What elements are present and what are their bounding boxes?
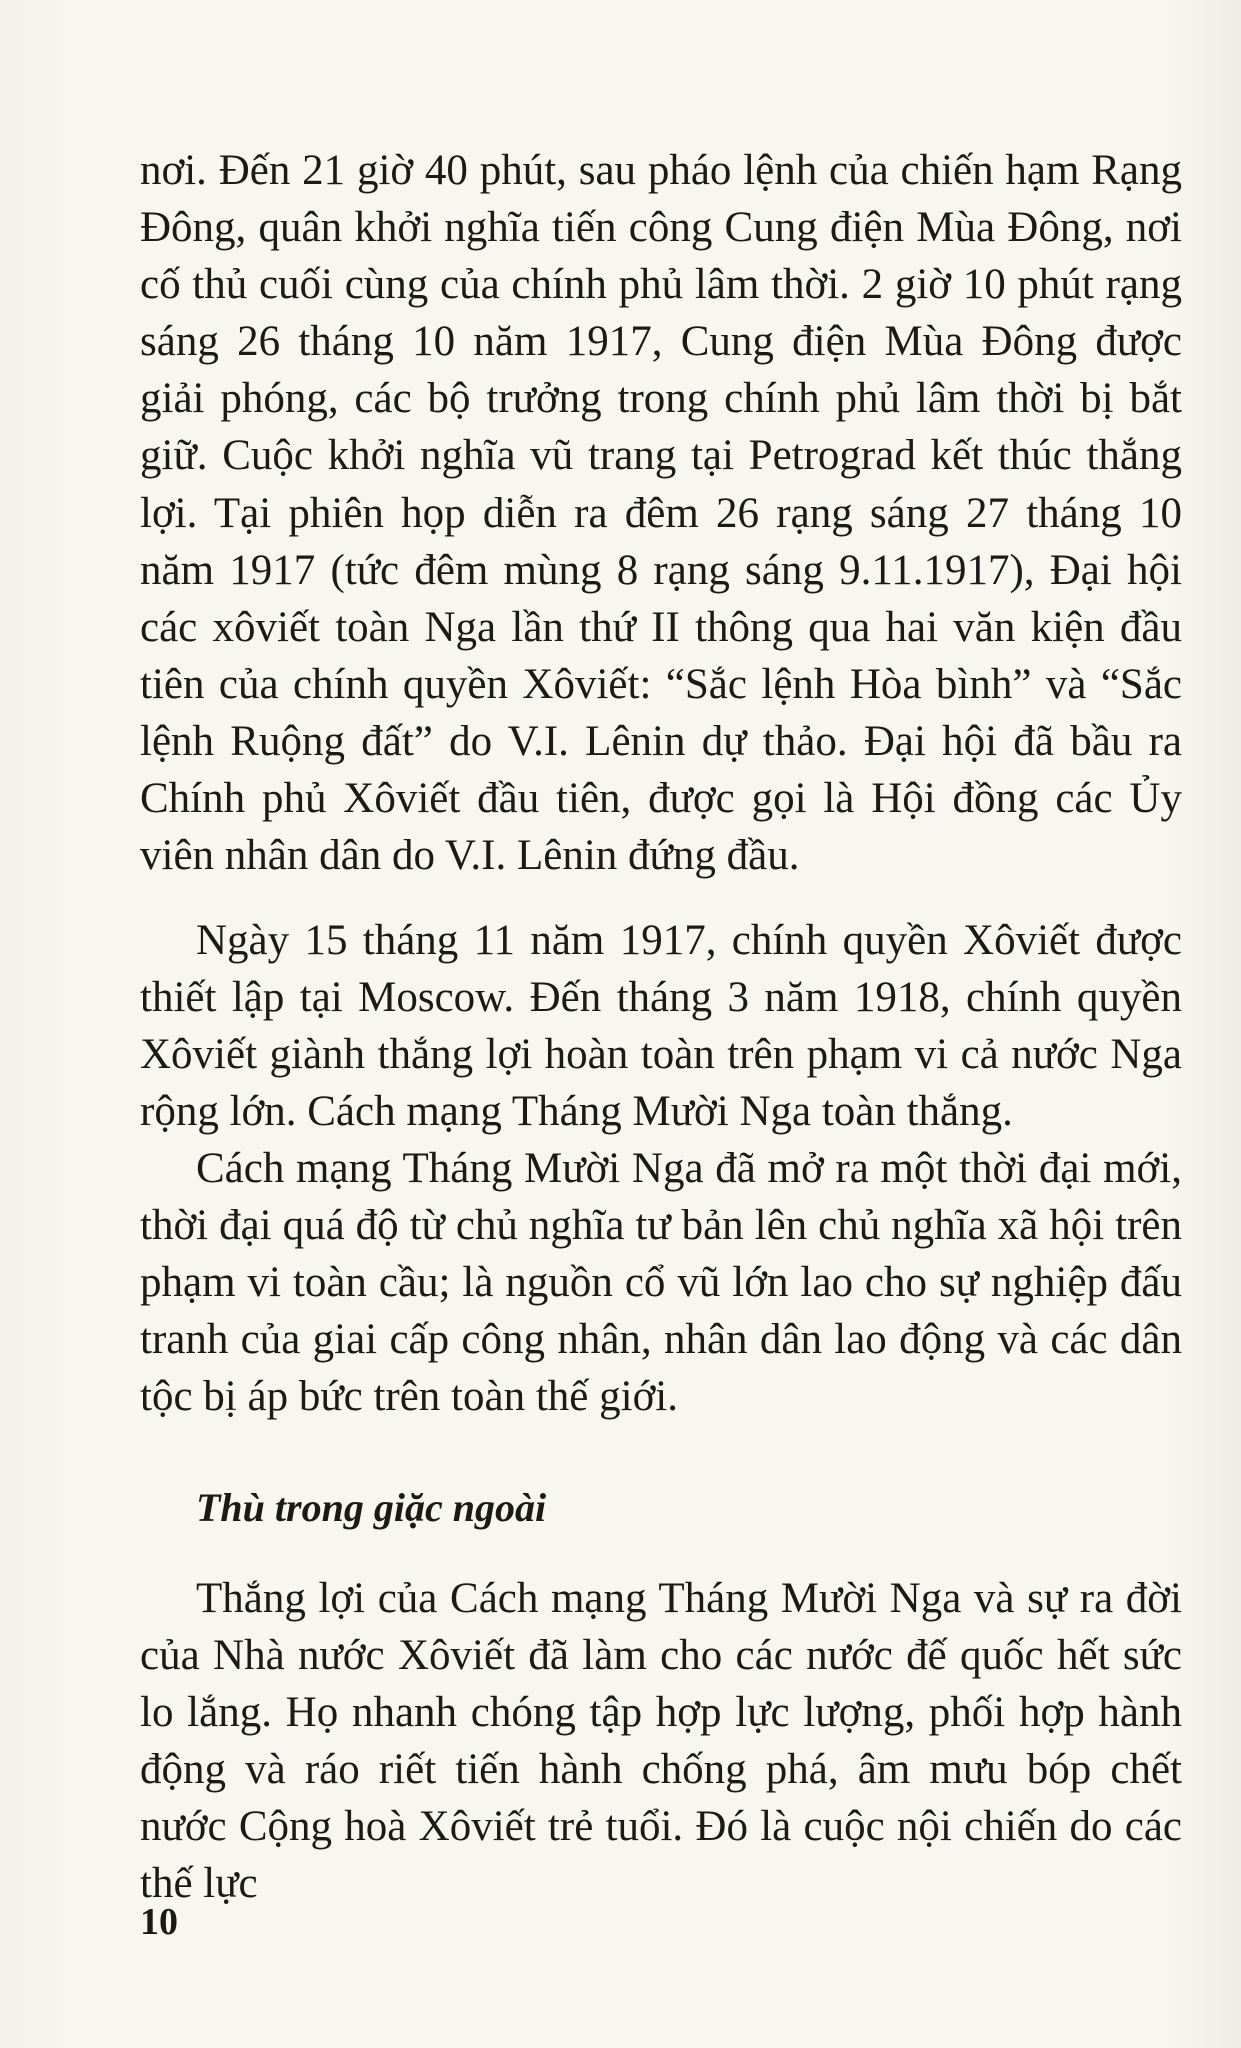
paragraph-text: Thắng lợi của Cách mạng Tháng Mười Nga và sự ra đời của Nhà nước Xôviết đã làm cho các nước đế quốc hết sức lo lắng. Họ nhanh chóng tập hợp lực lượng, phối hợp hành động và ráo riết tiến hành chống phá, âm mưu bóp chết nước Cộng hoà Xôviết trẻ tuổi. Đó là cuộc nội chiến do các thế lực xyxy=(140,1575,1182,1908)
page-number: 10 xyxy=(140,1901,178,1943)
paragraph-moscow xyxy=(140,912,1182,1140)
paragraph-civil-war xyxy=(140,1570,1182,1913)
paragraph-continuation xyxy=(140,142,1182,884)
paragraph-text: Ngày 15 tháng 11 năm 1917, chính quyền Xôviết được thiết lập tại Moscow. Đến tháng 3 năm 1918, chính quyền Xôviết giành thắng lợi hoàn toàn trên phạm vi cả nước Nga rộng lớn. Cách mạng Tháng Mười Nga toàn thắng. xyxy=(140,917,1182,1136)
paragraph-text: Cách mạng Tháng Mười Nga đã mở ra một thời đại mới, thời đại quá độ từ chủ nghĩa tư bản lên chủ nghĩa xã hội trên phạm vi toàn cầu; là nguồn cổ vũ lớn lao cho sự nghiệp đấu tranh của giai cấp công nhân, nhân dân lao động và các dân tộc bị áp bức trên toàn thế giới. xyxy=(140,1145,1182,1421)
paragraph-text: nơi. Đến 21 giờ 40 phút, sau pháo lệnh của chiến hạm Rạng Đông, quân khởi nghĩa tiến công Cung điện Mùa Đông, nơi cố thủ cuối cùng của chính phủ lâm thời. 2 giờ 10 phút rạng sáng 26 tháng 10 năm 1917, Cung điện Mùa Đông được giải phóng, các bộ trưởng trong chính phủ lâm thời bị bắt giữ. Cuộc khởi nghĩa vũ trang tại Petrograd kết thúc thắng lợi. Tại phiên họp diễn ra đêm 26 rạng sáng 27 tháng 10 năm 1917 (tức đêm mùng 8 rạng sáng 9.11.1917), Đại hội các xôviết toàn Nga lần thứ II thông qua hai văn kiện đầu tiên của chính quyền Xôviết: “Sắc lệnh Hòa bình” và “Sắc lệnh Ruộng đất” do V.I. Lênin dự thảo. Đại hội đã bầu ra Chính phủ Xôviết đầu tiên, được gọi là Hội đồng các Ủy viên nhân dân do V.I. Lênin đứng đầu. xyxy=(140,147,1182,880)
section-heading: Thù trong giặc ngoài xyxy=(196,1485,547,1530)
paragraph-significance xyxy=(140,1140,1182,1425)
